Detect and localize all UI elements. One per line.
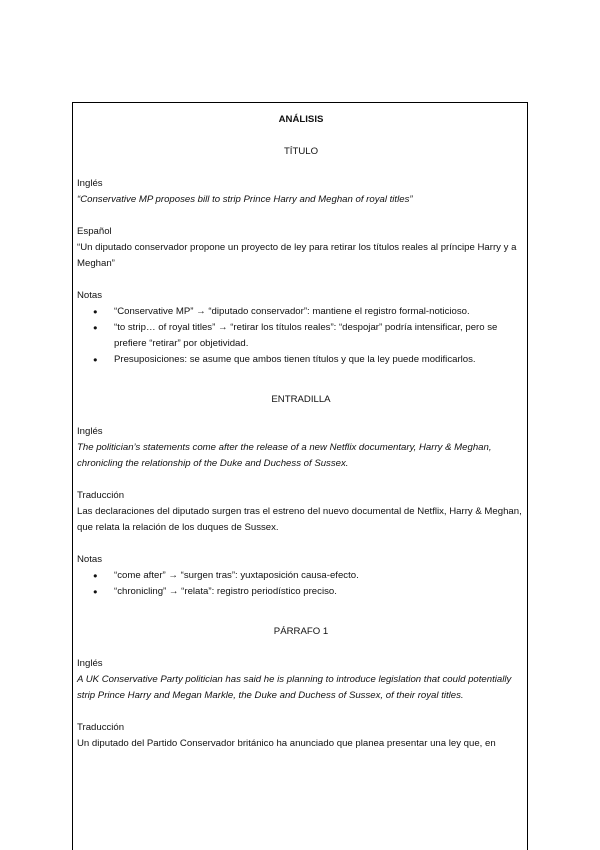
- list-item: ● “Conservative MP” → “diputado conservador”: mantiene el registro formal-noticioso.: [77, 304, 525, 320]
- traduccion-text: Las declaraciones del diputado surgen tras el estreno del nuevo documental de Netflix, Harry & Meghan, que relata la relación de los duques de Sussex.: [77, 506, 522, 533]
- traduccion-label: Traducción: [77, 722, 125, 733]
- espanol-text: “Un diputado conservador propone un proyecto de ley para retirar los títulos reales al príncipe Harry y a Meghan”: [77, 242, 517, 269]
- list-item: ● “come after” → “surgen tras”: yuxtaposición causa-efecto.: [77, 568, 525, 584]
- notas-label: Notas: [77, 290, 103, 301]
- section-heading-titulo: TÍTULO: [283, 146, 319, 157]
- list-item: ● “chronicling” → “relata”: registro periodístico preciso.: [77, 584, 525, 600]
- notas-label: Notas: [77, 554, 103, 565]
- notes-list: [77, 568, 525, 600]
- document-body: [77, 112, 525, 752]
- traduccion-label: Traducción: [77, 490, 125, 501]
- ingles-label: Inglés: [77, 658, 103, 669]
- section-heading-entradilla: ENTRADILLA: [271, 394, 331, 405]
- ingles-label: Inglés: [77, 178, 103, 189]
- list-item: ● Presuposiciones: se asume que ambos tienen títulos y que la ley puede modificarlos.: [77, 352, 525, 368]
- notes-list: [77, 304, 525, 368]
- ingles-text: The politician’s statements come after the release of a new Netflix documentary, Harry & Meghan, chronicling the relationship of the Duke and Duchess of Sussex.: [77, 442, 492, 469]
- ingles-label: Inglés: [77, 426, 103, 437]
- ingles-text: A UK Conservative Party politician has said he is planning to introduce legislation that could potentially strip Prince Harry and Megan Markle, the Duke and Duchess of Sussex, of their royal titles.: [77, 674, 512, 701]
- section-heading-parrafo-1: PÁRRAFO 1: [273, 626, 329, 637]
- main-title: ANÁLISIS: [278, 114, 324, 125]
- list-item: ● “to strip… of royal titles” → “retirar los títulos reales”: “despojar” podría intensificar, pero se prefiere “retirar” por objetividad.: [77, 320, 525, 352]
- ingles-text: “Conservative MP proposes bill to strip Prince Harry and Meghan of royal titles”: [77, 194, 413, 205]
- traduccion-text: Un diputado del Partido Conservador británico ha anunciado que planea presentar una ley que, en: [77, 738, 496, 749]
- espanol-label: Español: [77, 226, 112, 237]
